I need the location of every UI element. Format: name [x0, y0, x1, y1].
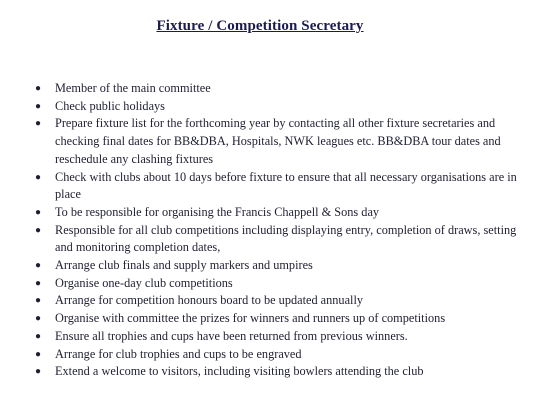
list-item [0, 275, 520, 293]
list-item [0, 292, 520, 310]
bullet-icon: ● [35, 100, 42, 112]
list-item-text: Arrange club finals and supply markers and umpires [55, 258, 313, 273]
bullet-icon: ● [35, 313, 42, 325]
bullet-icon: ● [35, 83, 42, 94]
list-item-text: Check public holidays [55, 98, 165, 113]
list-item-text: Organise with committee the prizes for winners and runners up of competitions [55, 311, 446, 326]
bullet-icon: ● [35, 330, 42, 342]
bullet-icon: ● [35, 206, 42, 218]
list-item-text: Arrange for competition honours board to be updated annually [55, 293, 364, 308]
list-item-text: Member of the main committee [55, 81, 211, 95]
list-item [0, 363, 520, 381]
bullet-icon: ● [35, 171, 42, 183]
list-item [0, 169, 520, 204]
list-item [0, 257, 520, 275]
bullet-icon: ● [35, 118, 42, 130]
list-item [0, 222, 520, 257]
list-item-text: Organise one-day club competitions [55, 275, 233, 290]
list-item [0, 310, 520, 328]
list-item-text: Check with clubs about 10 days before fixture to ensure that all necessary organisations are in place [55, 169, 517, 202]
list-item-text: Responsible for all club competitions including displaying entry, completion of draws, setting and monitoring completion dates, [55, 222, 517, 255]
bullet-icon: ● [35, 295, 42, 307]
list-item [0, 98, 520, 116]
list-item [0, 346, 520, 364]
bullet-icon: ● [35, 348, 42, 360]
bullet-icon: ● [35, 277, 42, 289]
list-item-text: To be responsible for organising the Francis Chappell & Sons day [55, 204, 380, 219]
list-item-text: Ensure all trophies and cups have been returned from previous winners. [55, 328, 408, 343]
list-item [0, 80, 520, 98]
list-item-text: Extend a welcome to visitors, including visiting bowlers attending the club [55, 364, 424, 379]
list-item [0, 328, 520, 346]
bullet-icon: ● [35, 260, 42, 272]
list-item-text: Arrange for club trophies and cups to be engraved [55, 346, 302, 361]
list-item [0, 115, 520, 168]
bullet-icon: ● [35, 366, 42, 378]
bullet-icon: ● [35, 224, 42, 236]
document-title: Fixture / Competition Secretary [156, 18, 364, 34]
list-item [0, 204, 520, 222]
duties-list [0, 80, 520, 381]
list-item-text: Prepare fixture list for the forthcoming year by contacting all other fixture secretaries and checking final dates for BB&DBA, Hospitals, NWK leagues etc. BB&DBA tour dates and reschedule any clashing fixtures [55, 116, 501, 166]
